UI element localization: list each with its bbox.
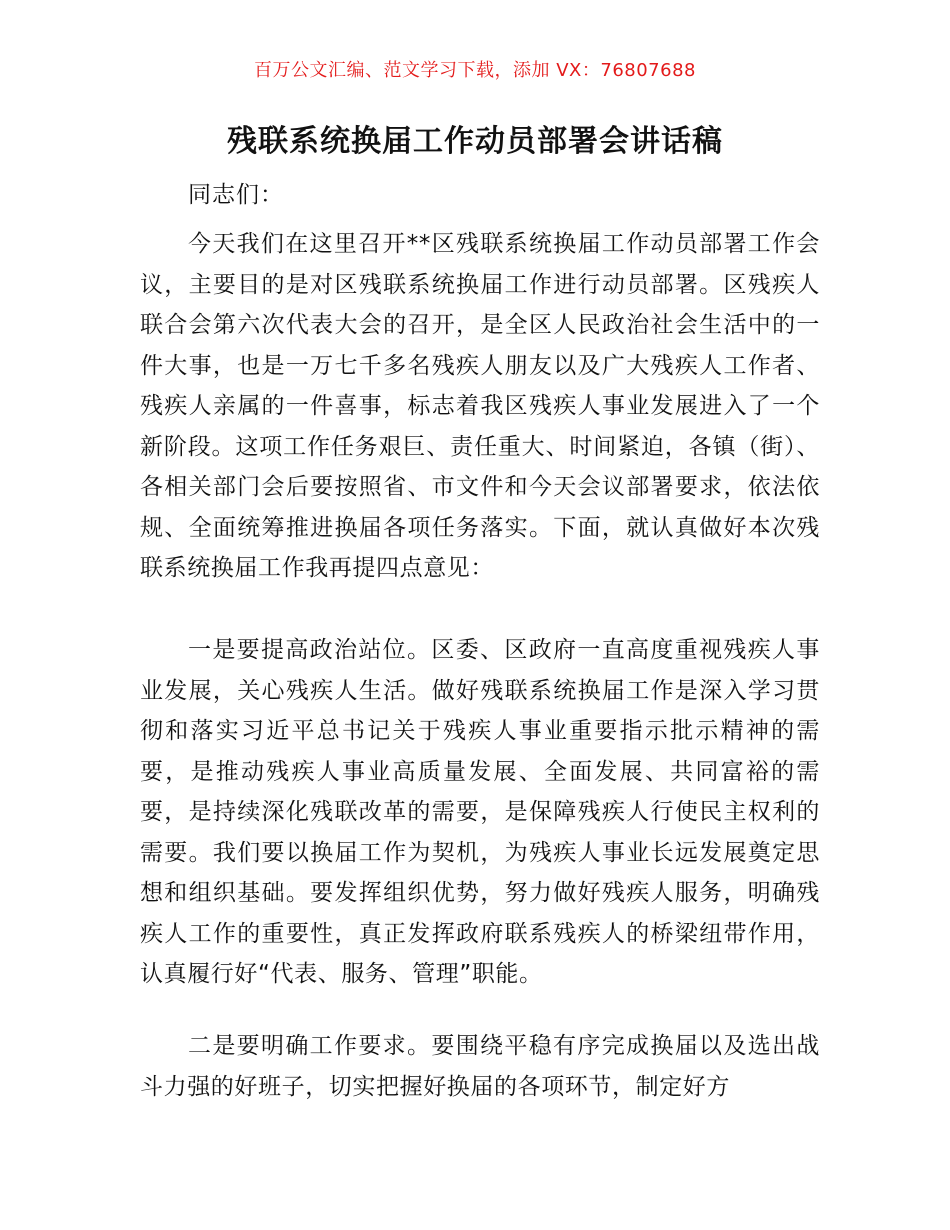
header-watermark: 百万公文汇编、范文学习下载，添加 VX：76807688 (254, 60, 696, 81)
paragraph-intro: 今天我们在这里召开**区残联系统换届工作动员部署工作会议，主要目的是对区残联系统换届工作进行动员部署。区残疾人联合会第六次代表大会的召开，是全区人民政治社会生活中的一件大事，也是一万七千多名残疾人朋友以及广大残疾人工作者、残疾人亲属的一件喜事，标志着我区残疾人事业发展进入了一个新阶段。这项工作任务艰巨、责任重大、时间紧迫，各镇（街）、各相关部门会后要按照省、市文件和今天会议部署要求，依法依规、全面统筹推进换届各项任务落实。下面，就认真做好本次残联系统换届工作我再提四点意见： (140, 231, 820, 581)
document-title: 残联系统换届工作动员部署会讲话稿 (227, 124, 723, 159)
paragraph-point-two: 二是要明确工作要求。要围绕平稳有序完成换届以及选出战斗力强的好班子，切实把握好换届的各项环节，制定好方 (140, 1033, 820, 1100)
salutation: 同志们： (188, 182, 284, 208)
paragraph-point-one: 一是要提高政治站位。区委、区政府一直高度重视残疾人事业发展，关心残疾人生活。做好残联系统换届工作是深入学习贯彻和落实习近平总书记关于残疾人事业重要指示批示精神的需要，是推动残疾人事业高质量发展、全面发展、共同富裕的需要，是持续深化残联改革的需要，是保障残疾人行使民主权利的需要。我们要以换届工作为契机，为残疾人事业长远发展奠定思想和组织基础。要发挥组织优势，努力做好残疾人服务，明确残疾人工作的重要性，真正发挥政府联系残疾人的桥梁纽带作用，认真履行好“代表、服务、管理”职能。 (140, 637, 820, 987)
